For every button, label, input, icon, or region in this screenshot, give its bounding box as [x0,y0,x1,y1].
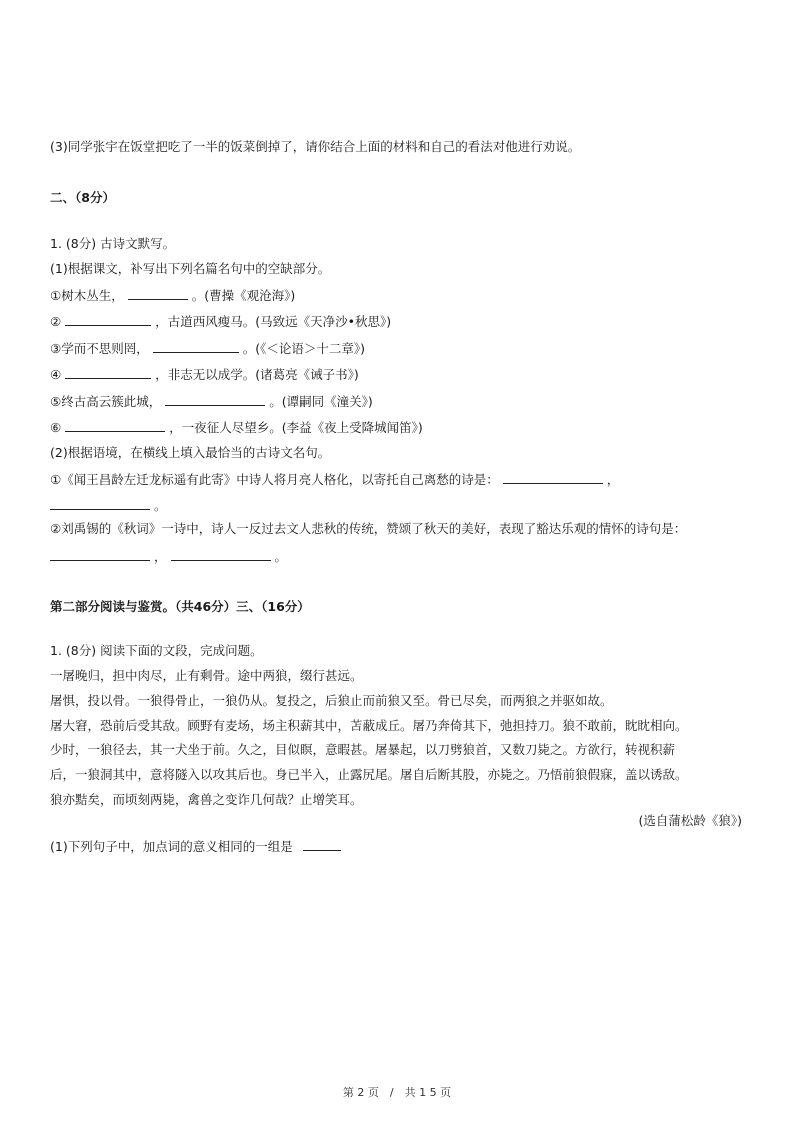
item-6-text-b: ，一夜征人尽望乡。(李益《夜上受降城闻笛》) [169,420,423,435]
reading-title: 1. (8分) 阅读下面的文段，完成问题。 [50,643,263,658]
part2-item-1-text: ①《闻王昌龄左迁龙标遥有此寄》中诗人将月亮人格化，以寄托自己离愁的诗是： [50,472,499,487]
q1-part2-item-1-cont [50,497,167,514]
reading-line: 一屠晚归，担中肉尽，止有剩骨。途中两狼，缀行甚远。 [50,668,363,683]
reading-line: 狼亦黠矣，而顷刻两毙，禽兽之变诈几何哉？止增笑耳。 [50,792,363,807]
part2-item-1-comma: ， [606,472,620,487]
q1-item-5 [50,393,373,410]
item-1-text-a: ①树木丛生， [50,288,124,303]
part-2-heading: 第二部分阅读与鉴赏。（共46分）三、（16分） [50,599,310,614]
reading-q1 [50,838,345,855]
q1-item-4 [50,366,359,383]
answer-blank[interactable] [303,838,341,851]
item-1-text-b: 。(曹操《观沧海》) [191,288,296,303]
item-4-text-a: ④ [50,367,62,382]
item-2-text-a: ② [50,314,62,329]
q1-item-6 [50,419,423,436]
section-2-heading: 二、（8分） [50,190,115,205]
q1-part2-item-2: ②刘禹锡的《秋词》一诗中，诗人一反过去文人悲秋的传统，赞颂了秋天的美好，表现了豁达乐观的情怀的诗句是： [50,521,687,536]
reading-line: 屠大窘，恐前后受其敌。顾野有麦场，场主积薪其中，苫蔽成丘。屠乃奔倚其下，弛担持刀。狼不敢前，眈眈相向。 [50,718,688,733]
answer-blank[interactable] [153,340,239,353]
q1-item-2 [50,313,391,330]
answer-blank[interactable] [171,548,271,561]
item-5-text-a: ⑤终古高云簇此城， [50,394,162,409]
q1-item-1 [50,287,295,304]
item-6-text-a: ⑥ [50,420,62,435]
answer-blank[interactable] [65,313,151,326]
q1-part2-item-2-cont [50,548,287,565]
reading-q1-text: (1)下列句子中，加点词的意义相同的一组是 [50,839,293,854]
item-3-text-b: 。(《＜论语＞十二章》) [242,341,365,356]
q1-part2-item-1 [50,471,619,488]
item-3-text-a: ③学而不思则罔， [50,341,149,356]
part2-item-2-end: 。 [274,549,288,564]
q1-part2-intro: (2)根据语境，在横线上填入最恰当的古诗文名句。 [50,445,331,460]
answer-blank[interactable] [165,393,265,406]
reading-line: 后，一狼洞其中，意将隧入以攻其后也。身已半入，止露尻尾。屠自后断其股，亦毙之。乃悟前狼假寐，盖以诱敌。 [50,767,688,782]
part2-item-1-end: 。 [154,498,167,513]
part2-item-2-sep: ， [154,549,167,564]
answer-blank[interactable] [503,471,603,484]
reading-source: (选自蒲松龄《狼》) [638,813,742,828]
item-2-text-b: ，古道西风瘦马。(马致远《天净沙•秋思》) [155,314,392,329]
page-footer: 第 2 页 / 共 1 5 页 [342,1086,452,1099]
question-3-advise: (3)同学张宇在饭堂把吃了一半的饭菜倒掉了，请你结合上面的材料和自己的看法对他进行劝说。 [50,139,581,154]
answer-blank[interactable] [50,497,150,510]
answer-blank[interactable] [50,548,150,561]
q1-part1-intro: (1)根据课文，补写出下列名篇名句中的空缺部分。 [50,261,331,276]
answer-blank[interactable] [65,419,165,432]
q1-item-3 [50,340,365,357]
item-5-text-b: 。(谭嗣同《潼关》) [269,394,373,409]
q1-title: 1. (8分) 古诗文默写。 [50,236,176,251]
reading-line: 少时，一狼径去，其一犬坐于前。久之，目似瞑，意暇甚。屠暴起，以刀劈狼首，又数刀毙之。方欲行，转视积薪 [50,742,676,757]
answer-blank[interactable] [128,287,188,300]
item-4-text-b: ，非志无以成学。(诸葛亮《诫子书》) [155,367,359,382]
answer-blank[interactable] [65,366,151,379]
reading-line: 屠惧，投以骨。一狼得骨止，一狼仍从。复投之，后狼止而前狼又至。骨已尽矣，而两狼之并驱如故。 [50,693,613,708]
